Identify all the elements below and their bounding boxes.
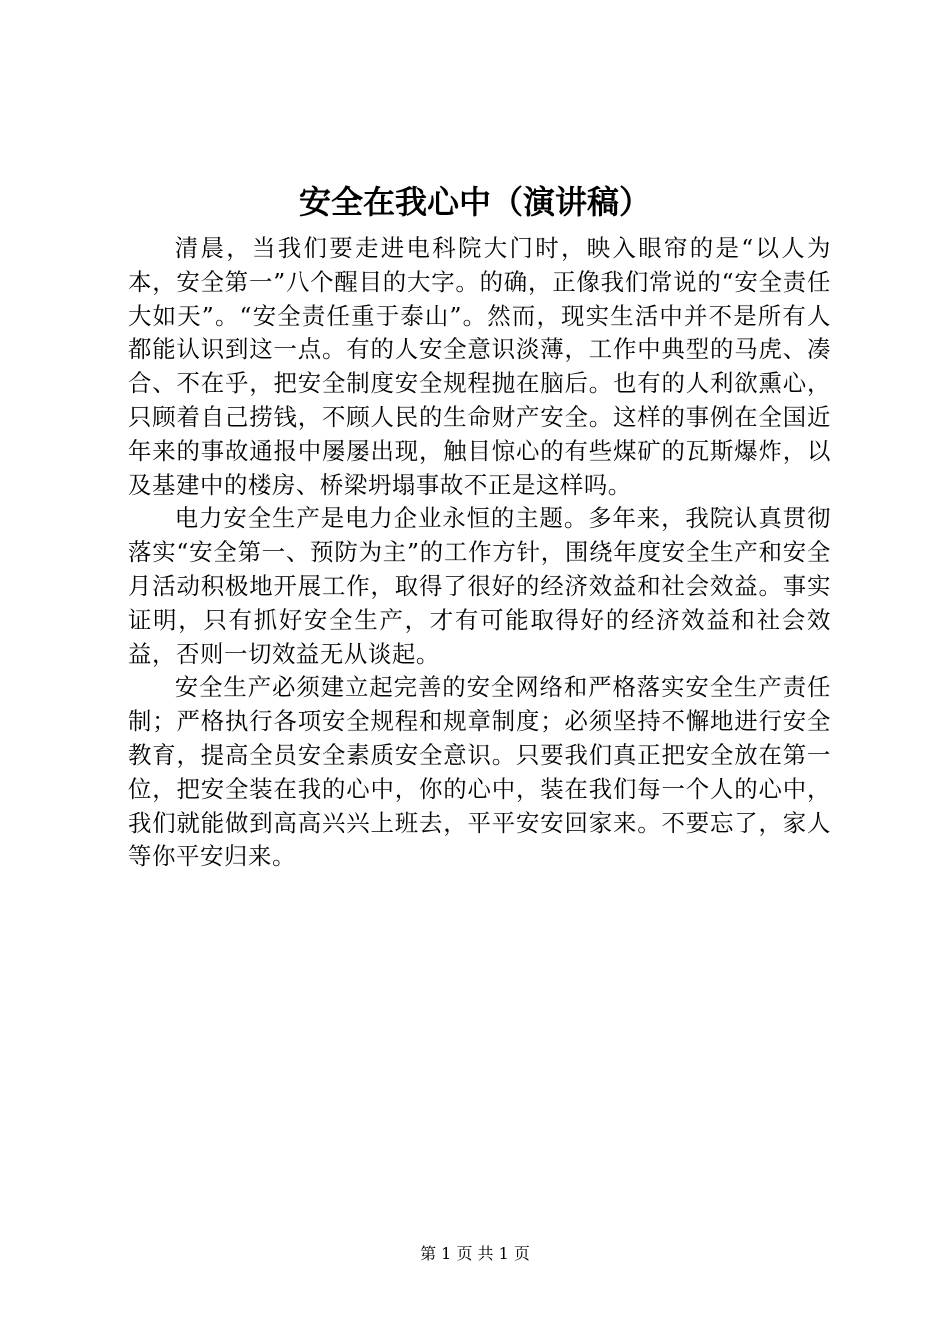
document-title: 安全在我心中（演讲稿） xyxy=(298,183,651,221)
paragraph: 安全生产必须建立起完善的安全网络和严格落实安全生产责任制；严格执行各项安全规程和规章制度；必须坚持不懈地进行安全教育，提高全员安全素质安全意识。只要我们真正把安全放在第一位，把安全装在我的心中，你的心中，装在我们每一个人的心中，我们就能做到高高兴兴上班去，平平安安回家来。不要忘了，家人等你平安归来。 xyxy=(128,673,831,871)
paragraph: 电力安全生产是电力企业永恒的主题。多年来，我院认真贯彻落实“安全第一、预防为主”的工作方针，围绕年度安全生产和安全月活动积极地开展工作，取得了很好的经济效益和社会效益。事实证明，只有抓好安全生产，才有可能取得好的经济效益和社会效益，否则一切效益无从谈起。 xyxy=(128,504,831,668)
paragraph: 清晨，当我们要走进电科院大门时，映入眼帘的是“以人为本，安全第一”八个醒目的大字。的确，正像我们常说的“安全责任大如天”。“安全责任重于泰山”。然而，现实生活中并不是所有人都能认识到这一点。有的人安全意识淡薄，工作中典型的马虎、凑合、不在乎，把安全制度安全规程抛在脑后。也有的人利欲熏心，只顾着自己捞钱，不顾人民的生命财产安全。这样的事例在全国近年来的事故通报中屡屡出现，触目惊心的有些煤矿的瓦斯爆炸，以及基建中的楼房、桥梁坍塌事故不正是这样吗。 xyxy=(128,234,831,499)
page-footer: 第 1 页 共 1 页 xyxy=(420,1244,530,1263)
document-body xyxy=(128,232,831,874)
